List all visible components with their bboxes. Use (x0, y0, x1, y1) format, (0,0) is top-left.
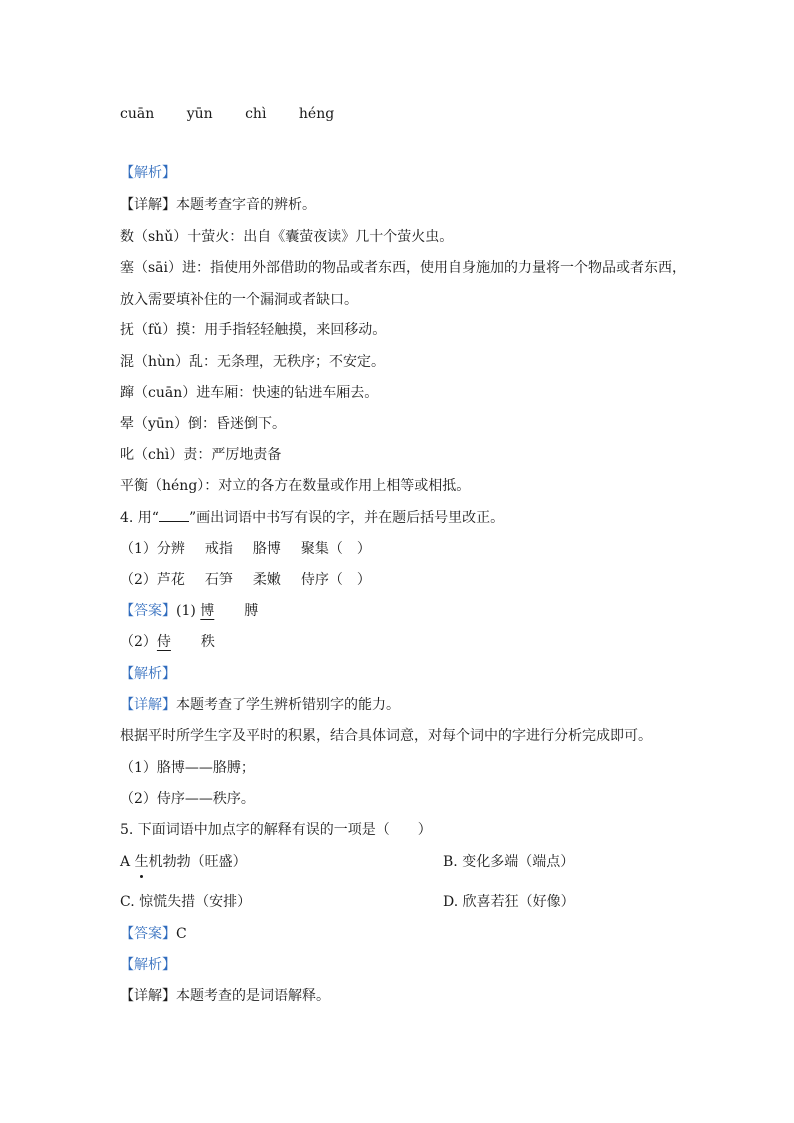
q3-item-2: 塞（sāi）进：指使用外部借助的物品或者东西，使用自身施加的力量将一个物品或者东西， (120, 260, 687, 276)
q4-stem-after: ”画出词语中书写有误的字，并在题后括号里改正。 (188, 510, 505, 526)
q5-option-d: D. 欣喜若狂（好像） (443, 894, 575, 910)
q5-detail: 【详解】本题考查的是词语解释。 (120, 988, 330, 1004)
q4-row1-word4: 聚集（ ） (300, 541, 371, 557)
q4-ans1-wrong: 博 (200, 603, 215, 619)
q4-row2-word3: 柔嫩 (252, 572, 281, 588)
q5-option-c: C. 惊慌失措（安排） (120, 894, 252, 910)
pinyin-2: yūn (186, 106, 213, 122)
q5-option-a-dotted-char: 生 (134, 854, 149, 870)
q5-analysis-label: 【解析】 (120, 957, 176, 973)
q5-options-row-2 (120, 892, 734, 912)
q4-row-2 (120, 570, 734, 590)
q3-detail: 【详解】本题考查字音的辨析。 (120, 197, 316, 213)
q4-note: 根据平时所学生字及平时的积累，结合具体词意，对每个词中的字进行分析完成即可。 (120, 728, 652, 744)
q4-detail-label: 【详解】 (120, 697, 176, 713)
q3-item-4: 抚（fǔ）摸：用手指轻轻触摸，来回移动。 (120, 322, 387, 338)
q4-row2-word2: 石笋 (204, 572, 233, 588)
pinyin-1: cuān (120, 106, 155, 122)
q5-option-b: B. 变化多端（端点） (443, 854, 575, 870)
q5-option-a-rest: 机勃勃（旺盛） (148, 854, 247, 870)
q3-item-8: 叱（chì）责：严厉地责备 (120, 447, 282, 463)
q4-row2-word4: 侍序（ ） (300, 572, 371, 588)
q4-ans2-num: （2） (120, 634, 157, 650)
q4-row1-word1: 分辨 (156, 541, 185, 557)
underline-mark (159, 509, 189, 522)
q3-item-6: 蹿（cuān）进车厢：快速的钻进车厢去。 (120, 385, 379, 401)
q4-answer-2 (120, 632, 734, 652)
q4-row1-word2: 戒指 (204, 541, 233, 557)
q3-item-5: 混（hùn）乱：无条理，无秩序；不安定。 (120, 354, 386, 370)
q4-row2-num: （2） (120, 572, 157, 588)
q4-row1-num: （1） (120, 541, 157, 557)
q3-analysis-label: 【解析】 (120, 165, 176, 181)
q4-detail-text: 本题考查了学生辨析错别字的能力。 (176, 697, 400, 713)
q3-item-1: 数（shǔ）十萤火：出自《囊萤夜读》几十个萤火虫。 (120, 229, 454, 245)
pinyin-3: chì (245, 106, 267, 122)
q5-option-a-letter: A (120, 854, 131, 870)
q5-answer-value: C (176, 926, 187, 942)
q4-ans1-right: 膊 (244, 603, 259, 619)
q4-fix-1: （1）胳博——胳膊； (120, 760, 255, 776)
q4-detail (120, 695, 734, 715)
q4-stem-before: 4. 用“ (120, 510, 159, 526)
q4-row2-word1: 芦花 (156, 572, 185, 588)
q5-option-a (120, 854, 247, 870)
q4-ans2-right: 秩 (200, 634, 215, 650)
q3-item-3: 放入需要填补住的一个漏洞或者缺口。 (120, 292, 358, 308)
q3-item-7: 晕（yūn）倒：昏迷倒下。 (120, 416, 286, 432)
q5-answer-label: 【答案】 (120, 926, 176, 942)
q4-ans1-num: (1) (176, 603, 196, 619)
q3-item-9: 平衡（héng）：对立的各方在数量或作用上相等或相抵。 (120, 478, 471, 494)
q4-stem (120, 508, 734, 528)
q4-answer-label: 【答案】 (120, 603, 176, 619)
q5-stem: 5. 下面词语中加点字的解释有误的一项是（ ） (120, 822, 432, 838)
q4-ans2-wrong: 侍 (156, 634, 171, 650)
q5-answer (120, 924, 734, 944)
q4-row1-word3: 胳博 (252, 541, 281, 557)
q5-options-row-1 (120, 852, 734, 872)
pinyin-answer-row (120, 104, 734, 124)
q4-answer-1 (120, 601, 734, 621)
pinyin-4: héng (298, 106, 335, 122)
q4-fix-2: （2）侍序——秩序。 (120, 791, 255, 807)
q4-row-1 (120, 539, 734, 559)
q4-analysis-label: 【解析】 (120, 666, 176, 682)
